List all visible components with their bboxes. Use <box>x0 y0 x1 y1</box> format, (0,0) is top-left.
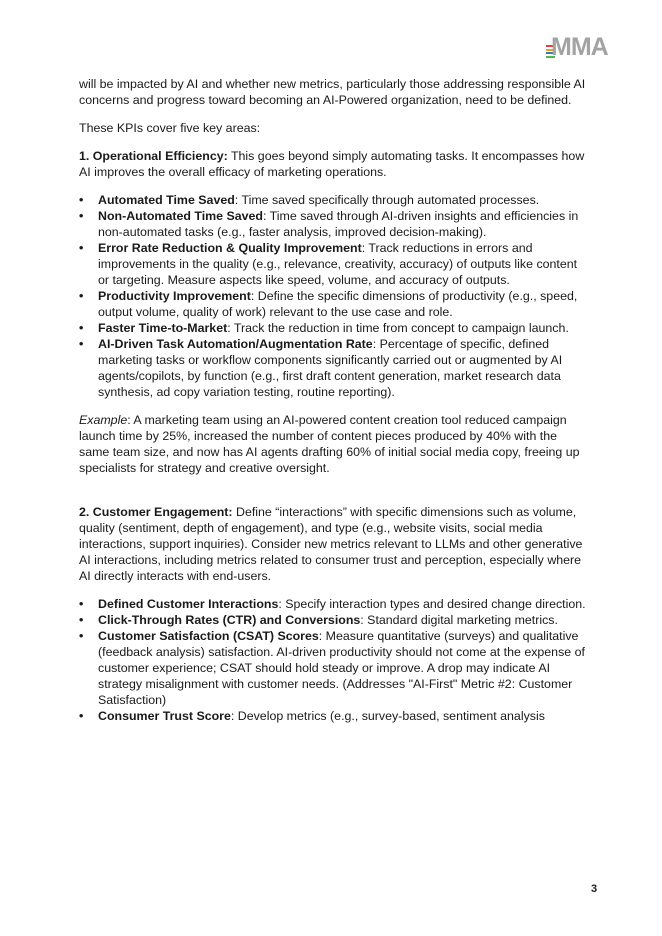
bullet-term: Error Rate Reduction & Quality Improvement <box>98 241 362 255</box>
section-heading: 1. Operational Efficiency: <box>79 149 228 163</box>
list-item <box>79 612 589 628</box>
page-number: 3 <box>591 883 598 895</box>
logo-text: MMA <box>551 33 608 61</box>
list-item <box>79 596 589 612</box>
bullet-desc: : Track reductions in errors and improvements in the quality (e.g., relevance, creativity, accuracy) of outputs like content or targeting. Measure aspects like speed, volume, and accuracy of outputs. <box>98 241 578 287</box>
bullet-term: Customer Satisfaction (CSAT) Scores <box>98 629 319 643</box>
list-item <box>79 708 589 724</box>
bullet-desc: : Standard digital marketing metrics. <box>360 613 558 627</box>
bullet-desc: : Develop metrics (e.g., survey-based, sentiment analysis <box>230 709 545 723</box>
list-item <box>79 240 589 288</box>
section-text: This goes beyond simply automating tasks. It encompasses how AI improves the overall efficacy of marketing operations. <box>79 149 585 179</box>
example-label: Example <box>79 413 128 427</box>
document-body <box>79 76 589 724</box>
list-item <box>79 320 589 336</box>
bullet-term: AI-Driven Task Automation/Augmentation Rate <box>98 337 373 351</box>
mma-logo <box>546 33 622 61</box>
section-heading: 2. Customer Engagement: <box>79 505 233 519</box>
list-item <box>79 208 589 240</box>
bullet-desc: : Define the specific dimensions of productivity (e.g., speed, output volume, quality of work) relevant to the use case and role. <box>98 289 578 319</box>
section-text: Define “interactions” with specific dimensions such as volume, quality (sentiment, depth of engagement), and type (e.g., website visits, social media interactions, support inquiries). Consider new metrics relevant to LLMs and other generative AI interactions, including metrics related to consumer trust and perception, especially where AI directly interacts with end-users. <box>79 505 583 583</box>
example-text: : A marketing team using an AI-powered content creation tool reduced campaign launch time by 25%, increased the number of content pieces produced by 40% with the same team size, and now has AI agents drafting 60% of initial social media copy, freeing up specialists for strategy and creative oversight. <box>79 413 580 475</box>
bullet-desc: : Percentage of specific, defined marketing tasks or workflow components significantly carried out or augmented by AI agents/copilots, by function (e.g., first draft content generation, market research data synthesis, ad copy variation testing, routine reporting). <box>98 337 563 399</box>
bullet-desc: : Measure quantitative (surveys) and qualitative (feedback analysis) satisfaction. AI-driven productivity should not come at the expense of customer experience; CSAT should hold steady or improve. A drop may indicate AI strategy misalignment with customer needs. (Addresses "AI-First" Metric #2: Customer Satisfaction) <box>98 629 585 707</box>
list-item <box>79 628 589 708</box>
customer-engagement-list <box>79 596 589 724</box>
bullet-desc: : Time saved specifically through automated processes. <box>234 193 540 207</box>
list-item <box>79 192 589 208</box>
bullet-desc: : Time saved through AI-driven insights and efficiencies in non-automated tasks (e.g., faster analysis, improved decision-making). <box>98 209 579 239</box>
areas-intro: These KPIs cover five key areas: <box>79 121 261 135</box>
bullet-term: Consumer Trust Score <box>98 709 231 723</box>
bullet-term: Faster Time-to-Market <box>98 321 228 335</box>
bullet-term: Productivity Improvement <box>98 289 251 303</box>
section-customer-engagement <box>79 504 589 584</box>
bullet-term: Defined Customer Interactions <box>98 597 279 611</box>
bullet-desc: : Specify interaction types and desired change direction. <box>278 597 586 611</box>
intro-continuation: will be impacted by AI and whether new metrics, particularly those addressing responsible AI concerns and progress toward becoming an AI-Powered organization, need to be defined. <box>79 77 586 107</box>
example-paragraph <box>79 412 589 476</box>
operational-efficiency-list <box>79 192 589 400</box>
list-item <box>79 336 589 400</box>
bullet-term: Non-Automated Time Saved <box>98 209 264 223</box>
bullet-desc: : Track the reduction in time from concept to campaign launch. <box>227 321 569 335</box>
bullet-term: Click-Through Rates (CTR) and Conversions <box>98 613 361 627</box>
section-operational-efficiency <box>79 148 589 180</box>
bullet-term: Automated Time Saved <box>98 193 235 207</box>
list-item <box>79 288 589 320</box>
